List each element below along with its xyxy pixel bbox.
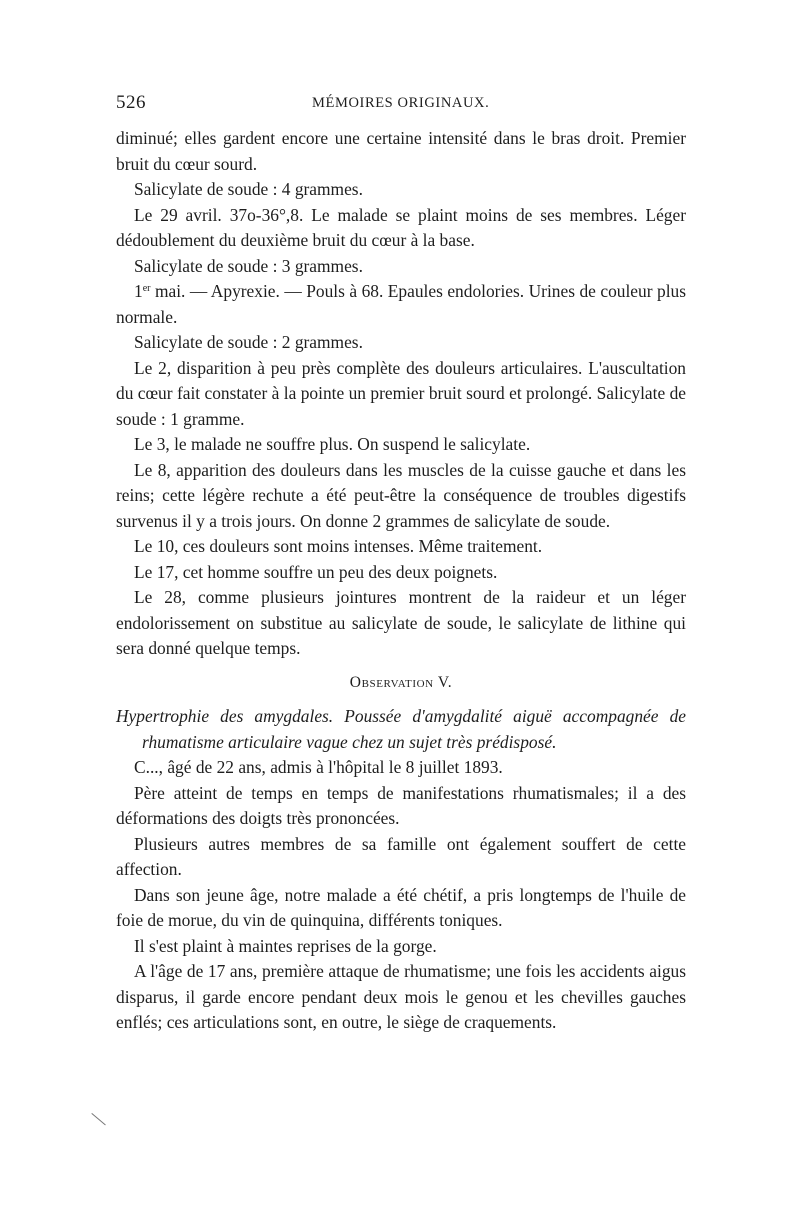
ordinal-suffix: er xyxy=(142,283,151,294)
body-text xyxy=(116,126,686,1036)
paragraph: Le 8, apparition des douleurs dans les muscles de la cuisse gauche et dans les reins; cette légère rechute a été peut-être la conséquence de troubles digestifs survenus il y a trois jours. On donne 2 grammes de salicylate de soude. xyxy=(116,459,686,531)
paragraph: Le 28, comme plusieurs jointures montrent de la raideur et un léger endolorissement on substitue au salicylate de soude, le salicylate de lithine qui sera donné quelque temps. xyxy=(116,587,686,658)
paragraph: Plusieurs autres membres de sa famille ont également souffert de cette affection. xyxy=(116,833,686,879)
ordinal-number: 1 xyxy=(134,281,143,301)
paragraph: Le 3, le malade ne souffre plus. On suspend le salicylate. xyxy=(134,434,531,454)
paragraph: C..., âgé de 22 ans, admis à l'hôpital le 8 juillet 1893. xyxy=(134,757,503,777)
paragraph: Père atteint de temps en temps de manifestations rhumatismales; il a des déformations des doigts très prononcées. xyxy=(116,782,686,828)
paragraph: Le 10, ces douleurs sont moins intenses. Même traitement. xyxy=(134,536,543,556)
paragraph: Le 17, cet homme souffre un peu des deux poignets. xyxy=(134,561,498,582)
page-number: 526 xyxy=(116,92,146,113)
paragraph: Le 2, disparition à peu près complète des douleurs articulaires. L'auscultation du cœur fait constater à la pointe un premier bruit sourd et prolongé. Salicylate de soude : 1 gramme. xyxy=(116,357,686,429)
observation-title: Hypertrophie des amygdales. Poussée d'amygdalité aiguë accompagnée de rhumatisme articulaire vague chez un sujet très prédisposé. xyxy=(116,706,686,752)
paragraph-continuation: diminué; elles gardent encore une certaine intensité dans le bras droit. Premier bruit du cœur sourd. xyxy=(116,128,686,174)
paragraph: Salicylate de soude : 2 grammes. xyxy=(134,332,363,352)
page-header xyxy=(116,92,686,124)
first-may-text: mai. — Apyrexie. — Pouls à 68. Epaules endolories. Urines de couleur plus normale. xyxy=(116,281,686,327)
paragraph: Salicylate de soude : 3 grammes. xyxy=(134,255,363,276)
scan-artifact xyxy=(91,1113,105,1125)
paragraph: Il s'est plaint à maintes reprises de la gorge. xyxy=(134,935,437,956)
observation-heading: Observation V. xyxy=(349,673,453,691)
paragraph: A l'âge de 17 ans, première attaque de rhumatisme; une fois les accidents aigus disparus, il garde encore pendant deux mois le genou et les chevilles gauches enflés; ces articulations sont, en outre, le siège de craquements. xyxy=(116,961,686,1032)
paragraph: Salicylate de soude : 4 grammes. xyxy=(134,179,363,199)
running-head: MÉMOIRES ORIGINAUX. xyxy=(312,95,490,111)
paragraph: Dans son jeune âge, notre malade a été chétif, a pris longtemps de l'huile de foie de morue, du vin de quinquina, différents toniques. xyxy=(116,884,686,930)
paragraph-first-may xyxy=(116,279,686,330)
paragraph: Le 29 avril. 37o-36°,8. Le malade se plaint moins de ses membres. Léger dédoublement du deuxième bruit du cœur à la base. xyxy=(116,204,686,250)
